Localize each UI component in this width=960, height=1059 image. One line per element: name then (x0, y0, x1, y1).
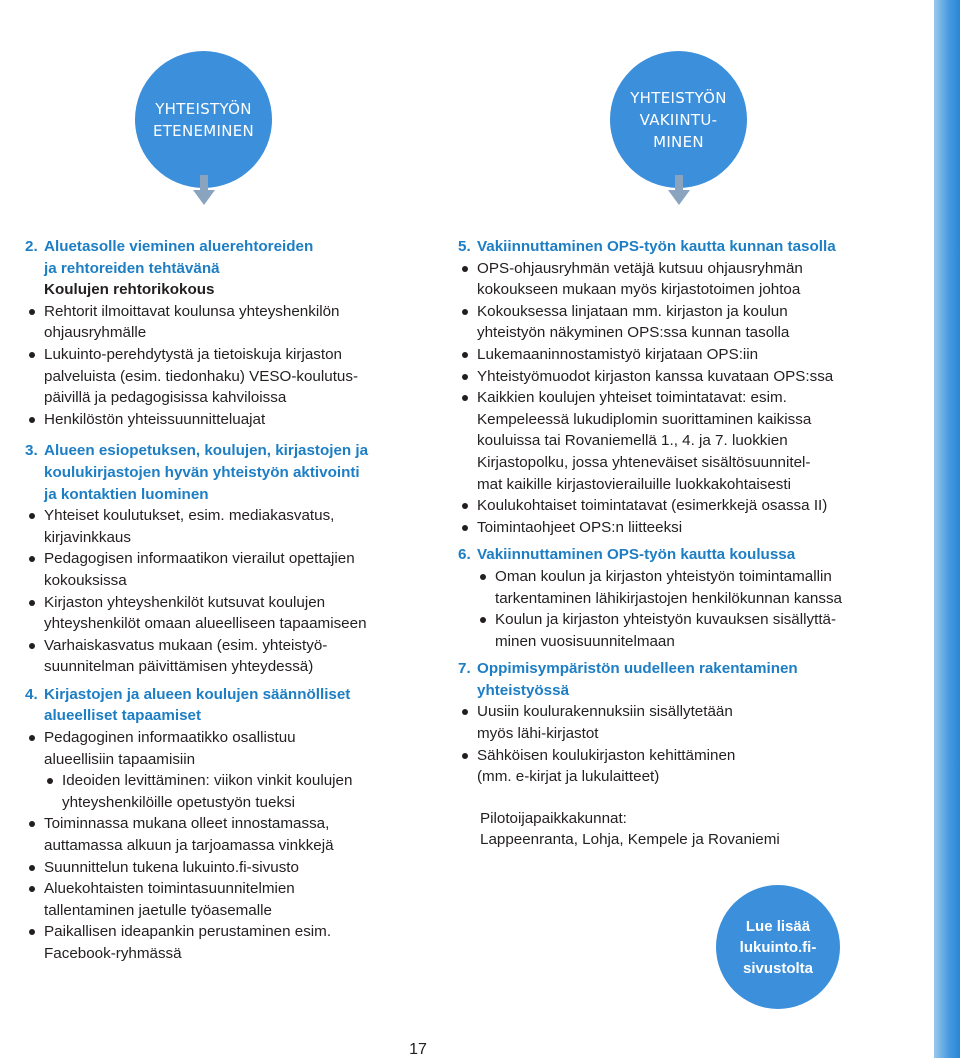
bullet-item (458, 701, 938, 744)
section-title (458, 544, 938, 566)
bullet-item (25, 727, 430, 770)
item-line: Varhaiskasvatus mukaan (esim. yhteistyö- (44, 636, 328, 654)
section-2 (25, 236, 430, 430)
bullet-item (25, 878, 430, 921)
section-title-line: Kirjastojen ja alueen koulujen säännölliset (44, 685, 351, 703)
item-line: Sähköisen koulukirjaston kehittäminen (477, 746, 736, 764)
item-line: (mm. e-kirjat ja lukulaitteet) (477, 768, 660, 786)
item-line: Henkilöstön yhteissuunnitteluajat (44, 410, 266, 428)
stage-circle-line: YHTEISTYÖN (155, 99, 252, 118)
bullet-item (458, 495, 938, 517)
item-line: minen vuosisuunnitelmaan (495, 632, 675, 650)
section-number: 5. (458, 238, 471, 255)
item-line: Lukuinto-perehdytystä ja tietoiskuja kirjaston (44, 345, 343, 363)
item-line: suunnitelman päivittämisen yhteydessä) (44, 658, 314, 676)
page-number: 17 (409, 1041, 427, 1058)
bullet-item (25, 921, 430, 964)
item-line: Kirjaston yhteyshenkilöt kutsuvat koulujen (44, 593, 326, 611)
section-4 (25, 684, 430, 965)
item-line: Pedagogisen informaatikon vierailut opettajien (44, 550, 355, 568)
item-line: Toiminnassa mukana olleet innostamassa, (44, 815, 330, 833)
sub-bullet-item (25, 770, 430, 813)
section-6 (458, 544, 938, 652)
arrow-down-icon (668, 175, 690, 205)
item-line: Pedagoginen informaatikko osallistuu (44, 729, 296, 747)
cta-line: Lue lisää (745, 917, 811, 935)
item-line: kokoukseen mukaan myös kirjastotoimen johtoa (477, 281, 801, 299)
bullet-item (25, 635, 430, 678)
section-title-line: ja kontaktien luominen (44, 485, 209, 503)
bullet-item (25, 409, 430, 431)
section-title (25, 684, 430, 727)
section-number: 2. (25, 238, 38, 255)
section-number: 7. (458, 660, 471, 678)
item-line: Paikallisen ideapankin perustaminen esim. (44, 923, 332, 941)
item-line: Kaikkien koulujen yhteiset toimintatavat: esim. (477, 389, 787, 407)
section-title-line: Vakiinnuttaminen OPS-työn kautta kunnan tasolla (477, 238, 836, 255)
section-number: 6. (458, 546, 471, 564)
bullet-item (25, 592, 430, 635)
item-line: tallentaminen jaetulle työasemalle (44, 901, 272, 919)
pilot-locations (458, 808, 938, 851)
pilot-places: Lappeenranta, Lohja, Kempele ja Rovaniemi (480, 831, 780, 849)
read-more-link-circle[interactable] (716, 885, 840, 1009)
section-subtitle: Koulujen rehtorikokous (44, 281, 215, 299)
bullet-item (458, 301, 938, 344)
item-line: mat kaikille kirjastovierailuille luokkakohtaisesti (477, 475, 791, 493)
stage-circle-progress (135, 51, 272, 188)
section-title (25, 440, 430, 505)
right-column (458, 236, 938, 851)
item-line: Lukemaaninnostamistyö kirjataan OPS:iin (477, 345, 759, 363)
item-line: Aluekohtaisten toimintasuunnitelmien (44, 880, 295, 898)
item-line: Suunnittelun tukena lukuinto.fi-sivusto (44, 858, 299, 876)
bullet-item (476, 609, 938, 652)
section-3 (25, 440, 430, 678)
bullet-item (25, 301, 430, 344)
item-line: yhteistyön näkyminen OPS:ssa kunnan tasolla (477, 324, 790, 342)
item-line: Uusiin koulurakennuksiin sisällytetään (477, 703, 733, 721)
section-title-line: Alueen esiopetuksen, koulujen, kirjastojen ja (44, 442, 369, 460)
item-line: Yhteiset koulutukset, esim. mediakasvatus, (44, 507, 335, 525)
bullet-item (25, 857, 430, 879)
item-line: Yhteistyömuodot kirjaston kanssa kuvataan OPS:ssa (477, 367, 834, 385)
item-line: OPS-ohjausryhmän vetäjä kutsuu ohjausryhmän (477, 259, 803, 277)
item-line: kokouksissa (44, 571, 127, 589)
item-line: alueellisiin tapaamisiin (44, 750, 196, 768)
item-line: Toimintaohjeet OPS:n liitteeksi (477, 518, 683, 536)
bullet-item (458, 517, 938, 539)
bullet-item (458, 344, 938, 366)
section-title (25, 236, 430, 279)
item-line: Kokouksessa linjataan mm. kirjaston ja koulun (477, 302, 788, 320)
item-line: yhteyshenkilöille opetustyön tueksi (62, 793, 296, 811)
item-line: kouluissa tai Rovaniemellä 1., 4. ja 7. luokkien (477, 432, 788, 450)
bullet-item (476, 566, 938, 609)
stage-circle-line: MINEN (653, 132, 704, 151)
section-5 (458, 236, 938, 538)
bullet-item (25, 505, 430, 548)
section-title-line: Aluetasolle vieminen aluerehtoreiden (44, 238, 314, 255)
item-line: Rehtorit ilmoittavat koulunsa yhteyshenkilön (44, 302, 340, 320)
item-line: Koulun ja kirjaston yhteistyön kuvauksen sisällyttä- (495, 611, 837, 629)
section-title-line: koulukirjastojen hyvän yhteistyön aktivointi (44, 463, 360, 481)
bullet-item (458, 387, 938, 495)
left-column (25, 236, 430, 965)
cta-line: lukuinto.fi- (739, 938, 817, 956)
item-line: myös lähi-kirjastot (477, 725, 599, 743)
section-number: 4. (25, 685, 38, 703)
section-title-line: alueelliset tapaamiset (44, 707, 202, 725)
section-title (458, 236, 938, 258)
item-line: Koulukohtaiset toimintatavat (esimerkkejä osassa II) (477, 497, 828, 515)
section-title (458, 658, 938, 701)
section-title-line: Vakiinnuttaminen OPS-työn kautta koulussa (477, 546, 796, 564)
item-line: Facebook-ryhmässä (44, 945, 182, 962)
section-title-line: ja rehtoreiden tehtävänä (44, 259, 220, 277)
stage-circle-line: ETENEMINEN (152, 121, 255, 140)
bullet-item (458, 745, 938, 788)
item-line: päivillä ja pedagogisissa kahviloissa (44, 389, 287, 407)
section-title-line: yhteistyössä (477, 681, 570, 699)
bullet-item (458, 258, 938, 301)
item-line: Oman koulun ja kirjaston yhteistyön toimintamallin (495, 567, 832, 585)
item-line: palveluista (esim. tiedonhaku) VESO-koulutus- (44, 367, 359, 385)
item-line: yhteyshenkilöt omaan alueelliseen tapaamiseen (44, 615, 367, 633)
section-title-line: Oppimisympäristön uudelleen rakentaminen (477, 660, 798, 678)
item-line: Kirjastopolku, jossa yhteneväiset sisältösuunnitel- (477, 453, 811, 471)
section-number: 3. (25, 442, 38, 460)
stage-circle-line: YHTEISTYÖN (630, 88, 727, 107)
item-line: Ideoiden levittäminen: viikon vinkit koulujen (62, 772, 353, 790)
item-line: kirjavinkkaus (44, 528, 131, 546)
item-line: auttamassa alkuun ja tarjoamassa vinkkejä (44, 837, 334, 855)
section-7 (458, 658, 938, 788)
bullet-item (25, 548, 430, 591)
pilot-label: Pilotoijapaikkakunnat: (480, 809, 627, 827)
item-line: ohjausryhmälle (44, 324, 147, 342)
arrow-down-icon (193, 175, 215, 205)
stage-circle-consolidation (610, 51, 747, 188)
bullet-item (458, 366, 938, 388)
bullet-item (25, 344, 430, 409)
cta-line: sivustolta (742, 959, 814, 977)
bullet-item (25, 813, 430, 856)
item-line: Kempeleessä lukudiplomin suorittaminen kaikissa (477, 410, 812, 428)
item-line: tarkentaminen lähikirjastojen henkilökunnan kanssa (495, 589, 842, 607)
stage-circle-line: VAKIINTU- (639, 110, 718, 129)
